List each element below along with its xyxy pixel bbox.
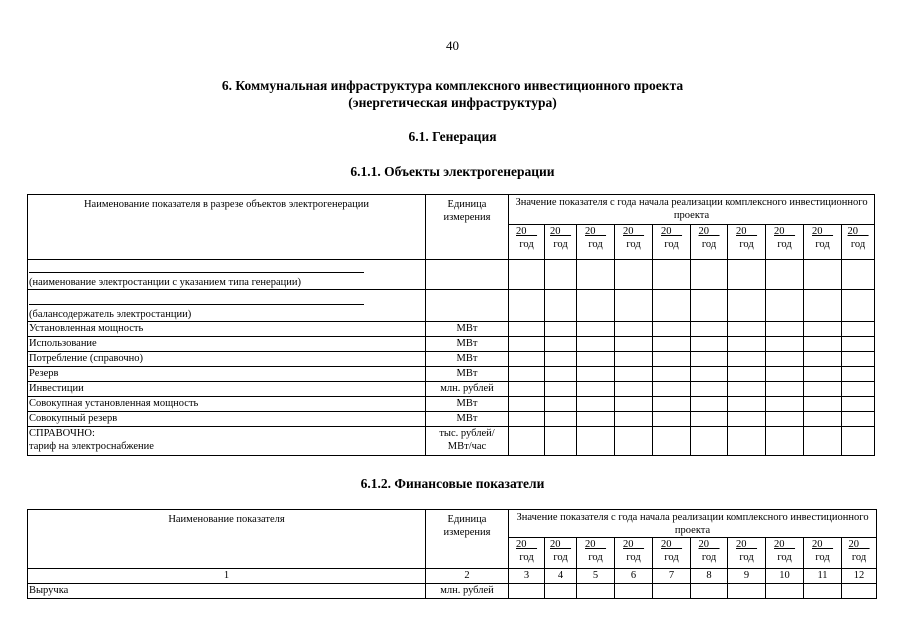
year-blank: __ [709,226,720,237]
indicator-name: (наименование электростанции с указанием типа генерации) [29,277,301,288]
subsection-title-financial: 6.1.2. Финансовые показатели [360,476,545,491]
year-blank: __ [526,226,537,237]
value-cell [545,352,577,367]
financial-indicators-table [27,509,877,599]
year-label: год [850,238,866,250]
value-cell [653,397,691,412]
value-cell [577,337,615,352]
year-prefix: 20 [698,539,709,550]
value-cell [691,290,728,322]
value-cell [545,584,577,599]
value-cell [728,337,766,352]
value-cell [577,322,615,337]
value-cell [766,260,804,290]
unit-cell [426,260,509,290]
year-prefix: 20 [812,539,823,550]
year-column-header [842,538,877,569]
year-blank: __ [633,226,644,237]
year-label: год [815,551,830,563]
indicator-name: Использование [29,338,97,349]
value-cell [728,260,766,290]
value-cell [842,260,875,290]
value-cell [653,382,691,397]
value-cell [842,382,875,397]
column-number: 9 [728,569,766,584]
year-column-header [615,225,653,260]
value-cell [842,397,875,412]
indicator-name-cell [28,412,426,427]
year-prefix: 20 [516,226,527,237]
value-cell [509,352,545,367]
value-cell [728,290,766,322]
indicator-name-cell [28,322,426,337]
year-blank: __ [746,539,757,550]
unit-cell [426,290,509,322]
year-column-header [804,225,842,260]
tariff-label: тариф на электроснабжение [29,441,154,452]
table2-header-values: Значение показателя с года начала реализации комплексного инвестиционного проекта [509,510,877,538]
value-cell [653,367,691,382]
year-blank: __ [784,539,795,550]
value-cell [842,322,875,337]
table-row [28,260,875,290]
unit-cell: МВт [426,367,509,382]
year-column-header [615,538,653,569]
year-blank: __ [709,539,720,550]
year-prefix: 20 [661,226,672,237]
value-cell [728,584,766,599]
chapter-subtitle: (энергетическая инфраструктура) [348,95,557,110]
value-cell [615,412,653,427]
value-cell [766,584,804,599]
value-cell [766,322,804,337]
indicator-name: (балансодержатель электростанции) [29,309,192,320]
value-cell [509,382,545,397]
reference-label: СПРАВОЧНО: [29,428,95,439]
value-cell [804,382,842,397]
value-cell [509,412,545,427]
value-cell [615,260,653,290]
value-cell [766,427,804,456]
column-number: 4 [545,569,577,584]
year-column-header [842,225,875,260]
year-prefix: 20 [623,539,634,550]
fill-in-line [29,272,364,274]
year-prefix: 20 [661,539,672,550]
value-cell [653,352,691,367]
table1-header-values: Значение показателя с года начала реализации комплексного инвестиционного проекта [509,195,875,225]
fill-in-line [29,304,364,306]
column-number: 8 [691,569,728,584]
value-cell [653,260,691,290]
year-label: год [815,238,830,250]
column-number: 10 [766,569,804,584]
value-cell [728,367,766,382]
year-label: год [519,551,534,563]
indicator-name: Установленная мощность [29,323,144,334]
year-blank: __ [560,539,571,550]
year-label: год [626,551,641,563]
value-cell [842,427,875,456]
year-prefix: 20 [623,226,634,237]
value-cell [615,322,653,337]
unit-cell: МВт [426,322,509,337]
tariff-unit-line1: тыс. рублей/ [439,428,495,439]
year-blank: __ [671,539,682,550]
year-column-header [577,225,615,260]
table-row [28,584,877,599]
year-column-header [653,225,691,260]
value-cell [691,352,728,367]
year-blank: __ [526,539,537,550]
indicator-name: Совокупный резерв [29,413,118,424]
value-cell [804,367,842,382]
table2-header-name: Наименование показателя [28,510,426,569]
value-cell [842,337,875,352]
indicator-name-cell [28,427,426,456]
year-blank: __ [746,226,757,237]
year-label: год [664,551,679,563]
year-prefix: 20 [848,539,860,550]
year-label: год [777,238,792,250]
indicator-name: Совокупная установленная мощность [29,398,199,409]
value-cell [509,584,545,599]
year-label: год [739,238,754,250]
value-cell [804,322,842,337]
column-number: 5 [577,569,615,584]
year-column-header [577,538,615,569]
value-cell [545,397,577,412]
year-label: год [588,238,603,250]
year-column-header [766,538,804,569]
value-cell [653,427,691,456]
year-prefix: 20 [698,226,709,237]
year-prefix: 20 [774,226,785,237]
indicator-name-cell [28,397,426,412]
unit-cell: МВт [426,337,509,352]
value-cell [653,290,691,322]
value-cell [545,412,577,427]
column-number: 1 [28,569,426,584]
year-label: год [701,551,717,563]
value-cell [766,337,804,352]
column-number: 3 [509,569,545,584]
value-cell [545,382,577,397]
value-cell [728,322,766,337]
value-cell [766,367,804,382]
year-prefix: 20 [812,226,823,237]
value-cell [804,397,842,412]
value-cell [804,337,842,352]
value-cell [509,367,545,382]
value-cell [577,352,615,367]
column-number: 2 [426,569,509,584]
value-cell [615,584,653,599]
value-cell [804,412,842,427]
indicator-name: Выручка [28,584,426,599]
indicator-name: Резерв [29,368,59,379]
value-cell [509,290,545,322]
indicator-name-cell [28,367,426,382]
year-prefix: 20 [847,226,859,237]
value-cell [691,322,728,337]
table-row [28,352,875,367]
year-label: год [553,551,568,563]
tariff-unit-line2: МВт/час [447,441,487,452]
unit-cell: МВт [426,412,509,427]
year-column-header [766,225,804,260]
value-cell [545,290,577,322]
table1-header-unit: Единица измерения [426,195,509,260]
year-label: год [777,551,792,563]
indicator-name-cell [28,352,426,367]
value-cell [615,337,653,352]
year-column-header [804,538,842,569]
value-cell [842,290,875,322]
value-cell [545,427,577,456]
table-row [28,427,875,456]
value-cell [804,260,842,290]
year-label: год [664,238,679,250]
value-cell [728,412,766,427]
unit-cell: млн. рублей [426,382,509,397]
column-number: 7 [653,569,691,584]
value-cell [615,397,653,412]
value-cell [615,290,653,322]
value-cell [653,584,691,599]
table-row [28,397,875,412]
value-cell [842,352,875,367]
chapter-title: 6. Коммунальная инфраструктура комплексного инвестиционного проекта [221,78,684,93]
value-cell [509,427,545,456]
value-cell [577,290,615,322]
year-prefix: 20 [774,539,785,550]
value-cell [804,584,842,599]
year-label: год [588,551,603,563]
table-row [28,382,875,397]
year-prefix: 20 [550,539,561,550]
year-blank: __ [859,539,870,550]
year-blank: __ [671,226,682,237]
column-number: 6 [615,569,653,584]
table2-header-unit: Единица измерения [426,510,509,569]
year-blank: __ [595,539,606,550]
value-cell [577,260,615,290]
year-column-header [545,225,577,260]
value-cell [577,412,615,427]
value-cell [766,382,804,397]
value-cell [691,584,728,599]
year-blank: __ [822,539,833,550]
value-cell [615,382,653,397]
value-cell [615,352,653,367]
table-row [28,337,875,352]
value-cell [545,367,577,382]
value-cell [577,427,615,456]
year-column-header [691,225,728,260]
value-cell [509,337,545,352]
value-cell [691,367,728,382]
year-prefix: 20 [736,226,747,237]
indicator-name-cell [28,260,426,290]
value-cell [766,290,804,322]
value-cell [577,382,615,397]
value-cell [509,322,545,337]
year-column-header [653,538,691,569]
value-cell [804,290,842,322]
indicator-name: Инвестиции [29,383,84,394]
year-blank: __ [784,226,795,237]
value-cell [545,337,577,352]
year-prefix: 20 [516,539,527,550]
value-cell [577,584,615,599]
year-column-header [691,538,728,569]
value-cell [577,397,615,412]
value-cell [728,397,766,412]
value-cell [766,352,804,367]
table-row [28,322,875,337]
value-cell [509,260,545,290]
value-cell [691,397,728,412]
value-cell [728,427,766,456]
table-row [28,412,875,427]
value-cell [509,397,545,412]
indicator-name-cell [28,382,426,397]
year-label: год [701,238,717,250]
value-cell [766,412,804,427]
value-cell [842,584,877,599]
value-cell [691,337,728,352]
table-row [28,290,875,322]
page-number: 40 [446,38,459,53]
year-column-header [509,225,545,260]
year-label: год [739,551,754,563]
year-prefix: 20 [585,539,596,550]
value-cell [691,427,728,456]
column-number: 12 [842,569,877,584]
value-cell [842,412,875,427]
value-cell [728,382,766,397]
year-prefix: 20 [550,226,561,237]
indicator-name-cell [28,290,426,322]
unit-cell: млн. рублей [426,584,509,599]
indicator-name: Потребление (справочно) [29,353,144,364]
generation-objects-table [27,194,875,456]
value-cell [804,352,842,367]
unit-cell [426,427,509,456]
value-cell [653,322,691,337]
year-blank: __ [595,226,606,237]
value-cell [653,412,691,427]
year-prefix: 20 [585,226,596,237]
value-cell [545,260,577,290]
value-cell [691,260,728,290]
subsection-title-generation: 6.1.1. Объекты электрогенерации [350,164,555,179]
value-cell [545,322,577,337]
unit-cell: МВт [426,352,509,367]
year-column-header [728,225,766,260]
value-cell [691,412,728,427]
year-label: год [851,551,867,563]
year-column-header [728,538,766,569]
value-cell [653,337,691,352]
value-cell [842,367,875,382]
value-cell [804,427,842,456]
section-title: 6.1. Генерация [408,129,497,144]
value-cell [615,427,653,456]
value-cell [577,367,615,382]
value-cell [691,382,728,397]
unit-cell: МВт [426,397,509,412]
year-label: год [626,238,641,250]
value-cell [728,352,766,367]
year-blank: __ [822,226,833,237]
year-column-header [509,538,545,569]
column-number: 11 [804,569,842,584]
indicator-name-cell [28,337,426,352]
year-blank: __ [633,539,644,550]
year-prefix: 20 [736,539,747,550]
table-row [28,367,875,382]
year-column-header [545,538,577,569]
year-blank: __ [560,226,571,237]
year-blank: __ [858,226,869,237]
table1-header-name: Наименование показателя в разрезе объектов электрогенерации [28,195,426,260]
year-label: год [519,238,534,250]
value-cell [615,367,653,382]
year-label: год [553,238,568,250]
value-cell [766,397,804,412]
